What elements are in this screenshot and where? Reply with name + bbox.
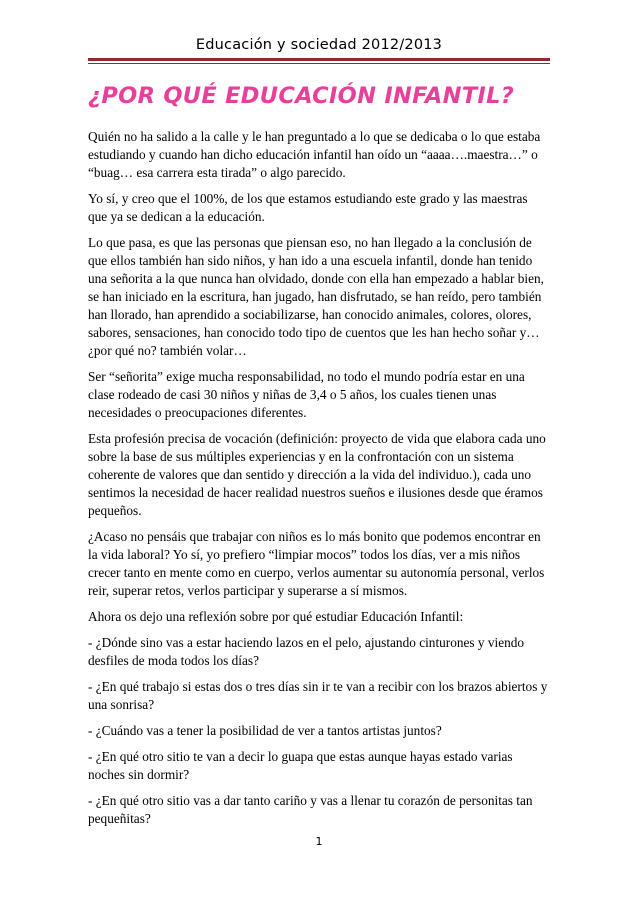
paragraph: Esta profesión precisa de vocación (definición: proyecto de vida que elabora cada uno sobre la base de sus múltiples experiencias y en la confrontación con un sistema coherente de valores que dan sentido y dirección a la vida del individuo.), cada uno sentimos la necesidad de hacer realidad nuestros sueños e ilusiones desde que éramos pequeños.: [88, 431, 546, 518]
list-item: - ¿Cuándo vas a tener la posibilidad de ver a tantos artistas juntos?: [88, 723, 442, 738]
header-title: Educación y sociedad 2012/2013: [195, 37, 443, 53]
paragraph: Yo sí, y creo que el 100%, de los que estamos estudiando este grado y las maestras que ya se dedican a la educación.: [88, 191, 528, 224]
list-item: - ¿Dónde sino vas a estar haciendo lazos en el pelo, ajustando cinturones y viendo desfiles de moda todos los días?: [88, 635, 525, 668]
paragraph: ¿Acaso no pensáis que trabajar con niños es lo más bonito que podemos encontrar en la vida laboral? Yo sí, yo prefiero “limpiar mocos” todos los días, ver a mis niños crecer tanto en mente como en cuerpo, verlos aumentar su autonomía personal, verlos reir, superar retos, verlos participar y superarse a sí mismos.: [88, 529, 545, 598]
document-body: [88, 128, 550, 836]
list-item: - ¿En qué otro sitio te van a decir lo guapa que estas aunque hayas estado varias noches sin dormir?: [88, 749, 513, 782]
header-rule: [88, 58, 550, 61]
list-item: - ¿En qué trabajo si estas dos o tres días sin ir te van a recibir con los brazos abiertos y una sonrisa?: [88, 679, 548, 712]
header-rule-thin: [88, 63, 550, 64]
page-number: 1: [315, 835, 323, 848]
document-title: ¿POR QUÉ EDUCACIÓN INFANTIL?: [88, 83, 515, 109]
paragraph: Ser “señorita” exige mucha responsabilidad, no todo el mundo podría estar en una clase rodeado de casi 30 niños y niñas de 3,4 o 5 años, los cuales tienen unas necesidades o preocupaciones diferentes.: [88, 369, 525, 420]
paragraph: Ahora os dejo una reflexión sobre por qué estudiar Educación Infantil:: [88, 609, 464, 624]
page-header: [0, 0, 638, 60]
list-item: - ¿En qué otro sitio vas a dar tanto cariño y vas a llenar tu corazón de personitas tan pequeñitas?: [88, 793, 533, 826]
paragraph: Lo que pasa, es que las personas que piensan eso, no han llegado a la conclusión de que ellos también han sido niños, y han ido a una escuela infantil, donde han tenido una señorita a la que nunca han olvidado, donde con ella han empezado a hablar bien, se han iniciado en la escritura, han jugado, han disfrutado, se han reído, pero también han llorado, han aprendido a sociabilizarse, han conocido animales, colores, olores, sabores, sensaciones, han conocido todo tipo de cuentos que les han hecho soñar y… ¿por qué no? también volar…: [88, 235, 544, 358]
paragraph: Quién no ha salido a la calle y le han preguntado a lo que se dedicaba o lo que estaba estudiando y cuando han dicho educación infantil han oído un “aaaa….maestra…” o “buag… esa carrera esta tirada” o algo parecido.: [88, 129, 541, 180]
